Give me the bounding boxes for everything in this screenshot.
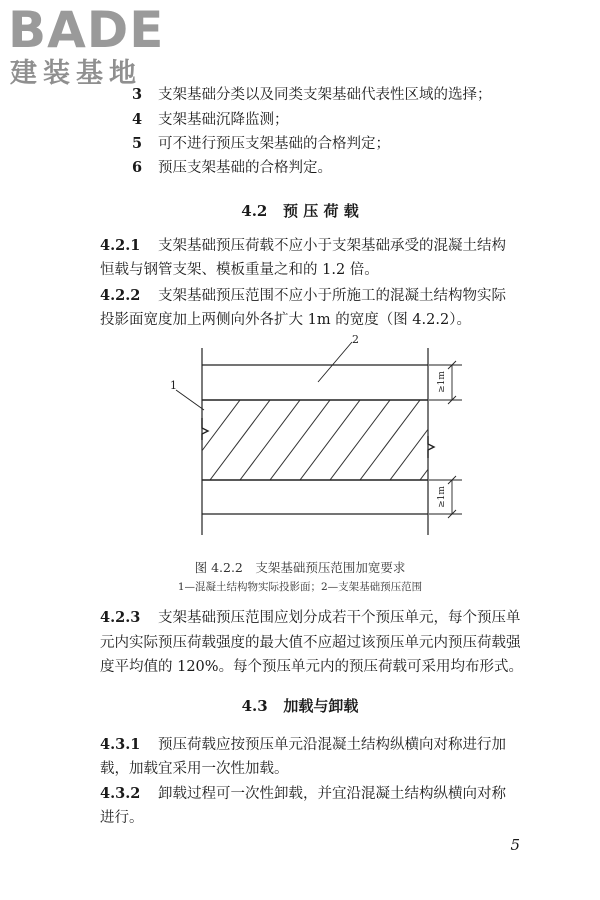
structure-projection-hatch <box>150 360 540 520</box>
figure-label-1: 1 <box>170 379 177 392</box>
section-heading-4-2 <box>0 201 600 221</box>
section-number: 4.3 <box>241 697 268 715</box>
figure-label-2: 2 <box>352 333 359 346</box>
clause-4-3-2-cont: 进行。 <box>100 810 144 826</box>
list-item-number: 6 <box>132 159 143 176</box>
clause-number: 4.3.1 <box>100 736 141 753</box>
clause-4-2-3 <box>100 608 521 628</box>
clause-4-2-1 <box>100 236 506 256</box>
dimension-top-text: ≥1m <box>437 371 447 393</box>
clause-4-3-1 <box>100 735 506 755</box>
clause-text: 支架基础预压范围应划分成若干个预压单元，每个预压单 <box>158 610 521 626</box>
clause-4-3-2 <box>100 784 506 804</box>
list-item-text: 支架基础沉降监测； <box>158 112 289 128</box>
list-item-text: 预压支架基础的合格判定。 <box>158 160 332 176</box>
list-item <box>132 110 289 130</box>
list-item <box>132 134 390 154</box>
clause-text: 卸载过程可一次性卸载，并宜沿混凝土结构纵横向对称 <box>158 786 506 802</box>
clause-number: 4.2.2 <box>100 287 141 304</box>
list-item-number: 3 <box>132 86 143 103</box>
preload-range-outline <box>202 348 428 535</box>
figure-legend: 1—混凝土结构物实际投影面；2—支架基础预压范围 <box>177 581 423 593</box>
clause-number: 4.3.2 <box>100 785 141 802</box>
clause-text: 支架基础预压范围不应小于所施工的混凝土结构物实际 <box>158 288 506 304</box>
page-number: 5 <box>510 836 520 854</box>
section-title: 加载与卸载 <box>283 697 359 715</box>
clause-text: 预压荷载应按预压单元沿混凝土结构纵横向对称进行加 <box>158 737 506 753</box>
clause-4-2-2 <box>100 286 506 306</box>
logo-brand-text: BADE <box>8 1 165 59</box>
clause-4-2-3-cont: 度平均值的 120%。每个预压单元内的预压荷载可采用均布形式。 <box>100 659 524 675</box>
list-item-number: 4 <box>132 111 143 128</box>
figure-4-2-2 <box>0 330 600 552</box>
list-item-text: 可不进行预压支架基础的合格判定； <box>158 136 390 152</box>
clause-number: 4.2.3 <box>100 609 141 626</box>
brand-logo <box>4 2 184 94</box>
clause-text: 支架基础预压荷载不应小于支架基础承受的混凝土结构 <box>158 238 506 254</box>
clause-number: 4.2.1 <box>100 237 141 254</box>
list-item-text: 支架基础分类以及同类支架基础代表性区域的选择； <box>158 87 492 103</box>
logo-subtitle-text: 建装基地 <box>10 58 142 89</box>
list-item <box>132 85 492 105</box>
section-title: 预 压 荷 载 <box>283 202 359 220</box>
clause-4-2-2-cont: 投影面宽度加上两侧向外各扩大 1m 的宽度（图 4.2.2）。 <box>100 312 471 328</box>
dimension-bottom-text: ≥1m <box>437 486 447 508</box>
clause-4-3-1-cont: 载，加载宜采用一次性加载。 <box>100 761 289 777</box>
list-item <box>132 158 332 178</box>
clause-4-2-3-cont: 元内实际预压荷载强度的最大值不应超过该预压单元内预压荷载强 <box>100 635 521 651</box>
figure-caption: 图 4.2.2 支架基础预压范围加宽要求 <box>194 560 406 575</box>
section-number: 4.2 <box>241 202 268 220</box>
list-item-number: 5 <box>132 135 143 152</box>
clause-4-2-1-cont: 恒载与钢管支架、模板重量之和的 1.2 倍。 <box>100 262 379 278</box>
section-heading-4-3 <box>0 696 600 716</box>
